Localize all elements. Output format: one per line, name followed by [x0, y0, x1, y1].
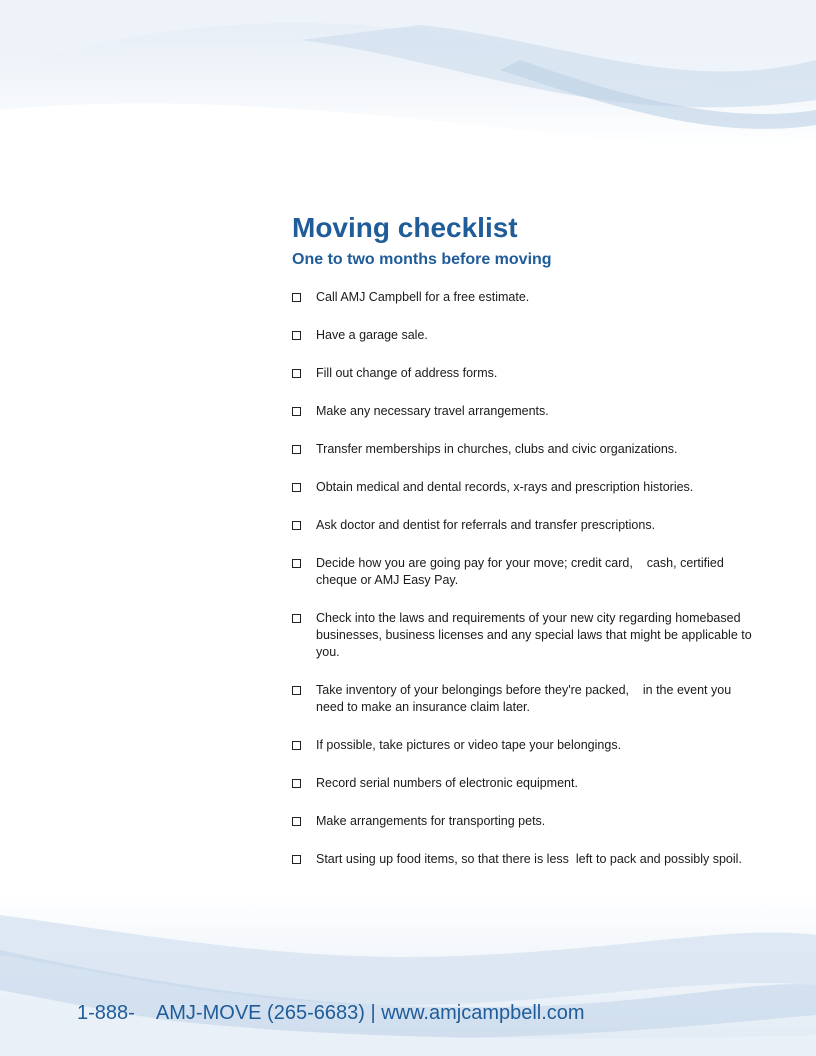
checkbox[interactable]: [292, 855, 301, 864]
checklist-section: [292, 211, 762, 889]
checklist-item-text: Make any necessary travel arrangements.: [316, 404, 549, 418]
checklist-item: [292, 327, 762, 344]
checkbox[interactable]: [292, 614, 301, 623]
checklist-item: [292, 365, 762, 382]
checklist-item: [292, 813, 762, 830]
checklist-item: [292, 737, 762, 754]
checklist-item: [292, 403, 762, 420]
checkbox[interactable]: [292, 331, 301, 340]
checklist-item-text: If possible, take pictures or video tape your belongings.: [316, 738, 622, 752]
checkbox[interactable]: [292, 407, 301, 416]
checklist-item: [292, 682, 762, 716]
checklist: [292, 289, 762, 868]
checklist-item-text: Make arrangements for transporting pets.: [316, 814, 546, 828]
checklist-item-text: Check into the laws and requirements of your new city regarding homebased businesses, business licenses and any special laws that might be applicable to you.: [316, 611, 756, 659]
checklist-item-text: Take inventory of your belongings before they're packed, in the event you need to make an insurance claim later.: [316, 683, 735, 714]
footer-wave-decoration: [0, 895, 816, 1056]
checklist-item-text: Start using up food items, so that there is less left to pack and possibly spoil.: [316, 852, 742, 866]
checklist-item: [292, 441, 762, 458]
checkbox[interactable]: [292, 521, 301, 530]
checklist-item: [292, 610, 762, 661]
section-subtitle: One to two months before moving: [292, 251, 552, 268]
checkbox[interactable]: [292, 293, 301, 302]
checkbox[interactable]: [292, 817, 301, 826]
checkbox[interactable]: [292, 483, 301, 492]
checklist-item-text: Call AMJ Campbell for a free estimate.: [316, 290, 530, 304]
checkbox[interactable]: [292, 741, 301, 750]
checklist-item-text: Decide how you are going pay for your move; credit card, cash, certified cheque or AMJ Easy Pay.: [316, 556, 728, 587]
checkbox[interactable]: [292, 445, 301, 454]
checklist-item-text: Ask doctor and dentist for referrals and transfer prescriptions.: [316, 518, 656, 532]
checklist-item-text: Fill out change of address forms.: [316, 366, 498, 380]
footer-contact: 1-888- AMJ-MOVE (265-6683) | www.amjcampbell.com: [77, 1002, 585, 1024]
checklist-item-text: Transfer memberships in churches, clubs and civic organizations.: [316, 442, 678, 456]
checkbox[interactable]: [292, 559, 301, 568]
checkbox[interactable]: [292, 369, 301, 378]
checklist-item: [292, 775, 762, 792]
header-wave-decoration: [0, 0, 816, 150]
checklist-item-text: Have a garage sale.: [316, 328, 428, 342]
checklist-item: [292, 517, 762, 534]
checklist-item: [292, 851, 762, 868]
checklist-item-text: Obtain medical and dental records, x-rays and prescription histories.: [316, 480, 694, 494]
checklist-item: [292, 555, 762, 589]
checklist-item: [292, 479, 762, 496]
checklist-item: [292, 289, 762, 306]
checkbox[interactable]: [292, 779, 301, 788]
checkbox[interactable]: [292, 686, 301, 695]
page-title: Moving checklist: [292, 212, 518, 243]
checklist-item-text: Record serial numbers of electronic equipment.: [316, 776, 578, 790]
